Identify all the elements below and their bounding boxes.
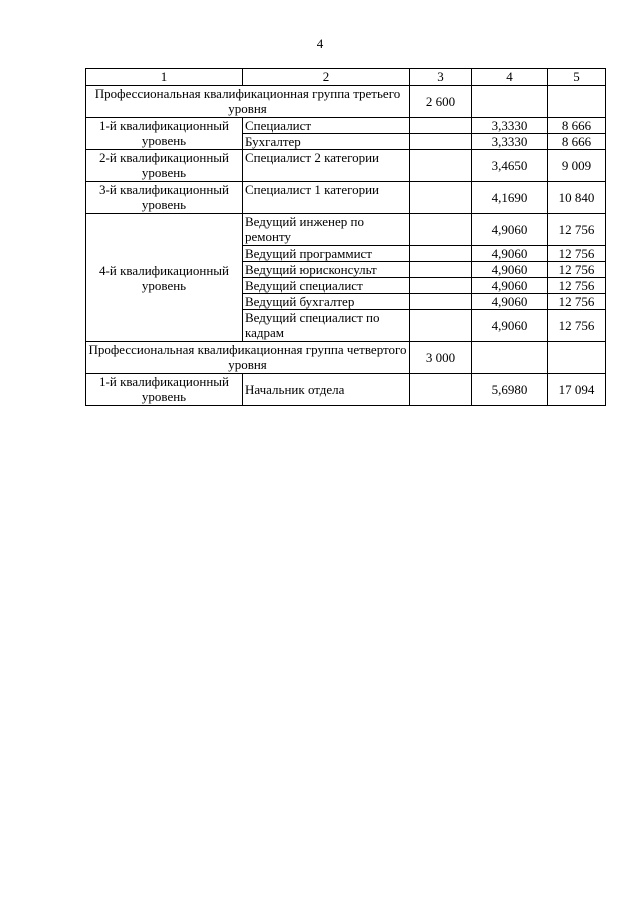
- level-label: 1-й квалификационный уровень: [86, 374, 243, 406]
- position-cell: Специалист: [243, 118, 410, 134]
- coefficient-cell: 4,1690: [472, 182, 548, 214]
- coefficient-cell: 4,9060: [472, 246, 548, 262]
- coefficient-cell: 4,9060: [472, 294, 548, 310]
- position-cell: Ведущий инженер по ремонту: [243, 214, 410, 246]
- empty-cell: [410, 150, 472, 182]
- position-cell: Ведущий специалист: [243, 278, 410, 294]
- group-title: Профессиональная квалификационная группа третьего уровня: [86, 86, 410, 118]
- salary-cell: 12 756: [548, 278, 606, 294]
- header-col-4: 4: [472, 69, 548, 86]
- coefficient-cell: 4,9060: [472, 310, 548, 342]
- position-cell: Специалист 2 категории: [243, 150, 410, 182]
- table-row: [86, 150, 606, 182]
- level-label: 2-й квалификационный уровень: [86, 150, 243, 182]
- coefficient-cell: 3,3330: [472, 118, 548, 134]
- empty-cell: [548, 86, 606, 118]
- salary-cell: 8 666: [548, 134, 606, 150]
- empty-cell: [410, 246, 472, 262]
- salary-cell: 9 009: [548, 150, 606, 182]
- salary-cell: 8 666: [548, 118, 606, 134]
- header-col-5: 5: [548, 69, 606, 86]
- table-row: [86, 214, 606, 246]
- coefficient-cell: 4,9060: [472, 214, 548, 246]
- header-col-1: 1: [86, 69, 243, 86]
- salary-cell: 10 840: [548, 182, 606, 214]
- empty-cell: [548, 342, 606, 374]
- empty-cell: [410, 182, 472, 214]
- salary-cell: 17 094: [548, 374, 606, 406]
- level-label: 4-й квалификационный уровень: [86, 214, 243, 342]
- empty-cell: [410, 118, 472, 134]
- group-base-salary: 3 000: [410, 342, 472, 374]
- empty-cell: [472, 342, 548, 374]
- coefficient-cell: 5,6980: [472, 374, 548, 406]
- salary-cell: 12 756: [548, 262, 606, 278]
- header-col-2: 2: [243, 69, 410, 86]
- group-title: Профессиональная квалификационная группа четвертого уровня: [86, 342, 410, 374]
- empty-cell: [410, 262, 472, 278]
- position-cell: Бухгалтер: [243, 134, 410, 150]
- salary-cell: 12 756: [548, 310, 606, 342]
- salary-cell: 12 756: [548, 294, 606, 310]
- table-header-row: [86, 69, 606, 86]
- coefficient-cell: 4,9060: [472, 262, 548, 278]
- position-cell: Ведущий бухгалтер: [243, 294, 410, 310]
- position-cell: Ведущий специалист по кадрам: [243, 310, 410, 342]
- position-cell: Начальник отдела: [243, 374, 410, 406]
- table-row: [86, 182, 606, 214]
- coefficient-cell: 3,3330: [472, 134, 548, 150]
- coefficient-cell: 3,4650: [472, 150, 548, 182]
- table-row: [86, 374, 606, 406]
- empty-cell: [410, 214, 472, 246]
- group-base-salary: 2 600: [410, 86, 472, 118]
- level-label: 1-й квалификационный уровень: [86, 118, 243, 150]
- group-row-fourth-level: [86, 342, 606, 374]
- header-col-3: 3: [410, 69, 472, 86]
- level-label: 3-й квалификационный уровень: [86, 182, 243, 214]
- salary-cell: 12 756: [548, 246, 606, 262]
- empty-cell: [410, 310, 472, 342]
- table-row: [86, 118, 606, 134]
- coefficient-cell: 4,9060: [472, 278, 548, 294]
- empty-cell: [410, 278, 472, 294]
- page-number: 4: [316, 36, 324, 51]
- salary-table: [85, 68, 606, 406]
- position-cell: Ведущий программист: [243, 246, 410, 262]
- empty-cell: [410, 294, 472, 310]
- empty-cell: [472, 86, 548, 118]
- position-cell: Специалист 1 категории: [243, 182, 410, 214]
- empty-cell: [410, 374, 472, 406]
- group-row-third-level: [86, 86, 606, 118]
- salary-cell: 12 756: [548, 214, 606, 246]
- position-cell: Ведущий юрисконсульт: [243, 262, 410, 278]
- empty-cell: [410, 134, 472, 150]
